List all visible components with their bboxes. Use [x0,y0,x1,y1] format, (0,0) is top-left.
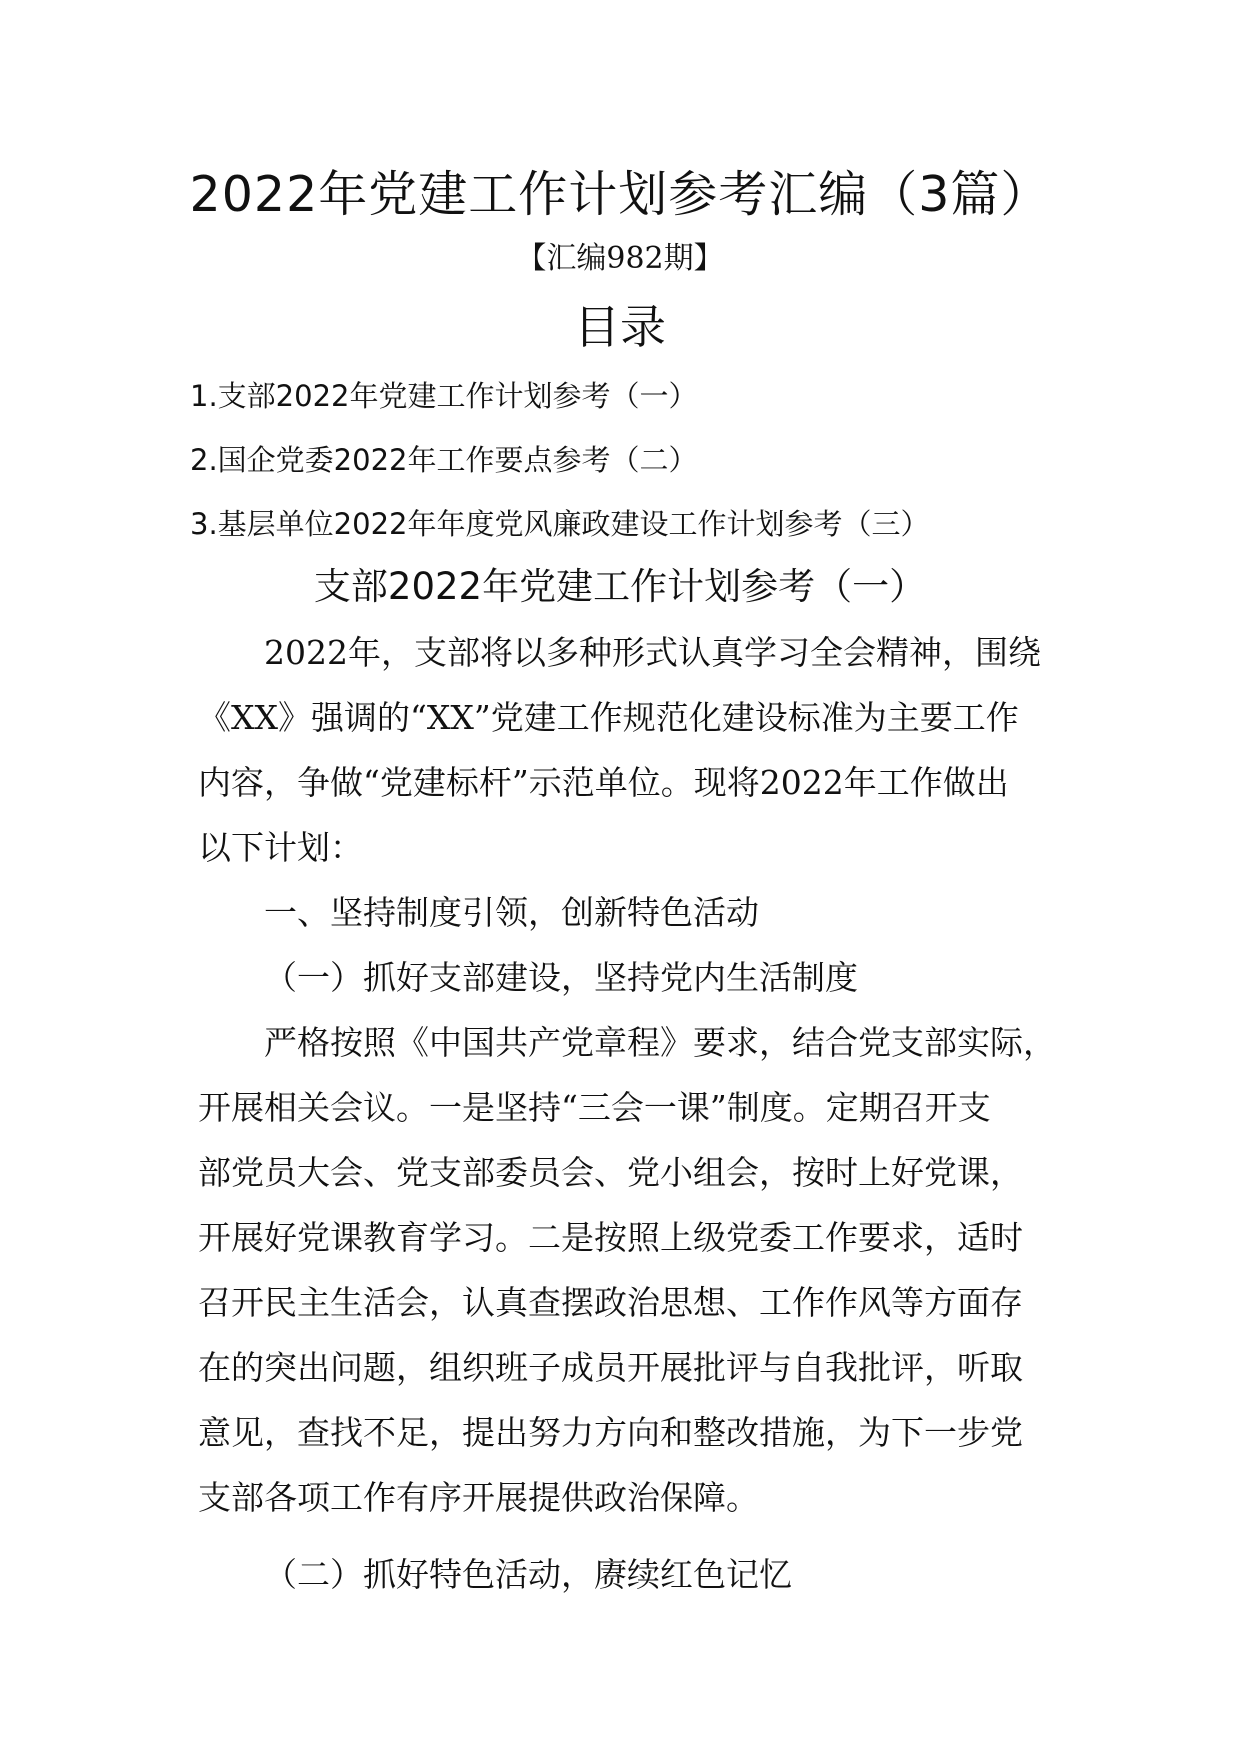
document-title: 2022年党建工作计划参考汇编（3篇） [189,166,1051,223]
paragraph-line: 在的突出问题，组织班子成员开展批评与自我批评，听取 [198,1348,1023,1387]
toc-item: 1.支部2022年党建工作计划参考（一） [190,379,698,413]
spacer [198,1530,1058,1542]
paragraph-line: 严格按照《中国共产党章程》要求，结合党支部实际， [264,1023,1056,1062]
subheading-1: （一）抓好支部建设，坚持党内生活制度 [264,958,858,997]
paragraph-line: 开展相关会议。一是坚持“三会一课”制度。定期召开支 [198,1088,991,1127]
paragraph-line: 召开民主生活会，认真查摆政治思想、工作作风等方面存 [198,1283,1023,1322]
body-text [198,620,1058,1607]
paragraph-line: 支部各项工作有序开展提供政治保障。 [198,1478,759,1517]
heading-1: 一、坚持制度引领，创新特色活动 [264,893,759,932]
intro-line: 以下计划： [198,828,363,867]
toc-item: 2.国企党委2022年工作要点参考（二） [190,443,698,477]
issue-number: 【汇编982期】 [516,241,724,276]
toc-heading: 目录 [574,300,666,354]
paragraph-line: 部党员大会、党支部委员会、党小组会，按时上好党课， [198,1153,1023,1192]
subheading-2: （二）抓好特色活动，赓续红色记忆 [264,1555,792,1594]
intro-line: 2022年，支部将以多种形式认真学习全会精神，围绕 [264,633,1041,672]
paragraph-line: 开展好党课教育学习。二是按照上级党委工作要求，适时 [198,1218,1023,1257]
intro-line: 《XX》强调的“XX”党建工作规范化建设标准为主要工作 [198,698,1019,737]
table-of-contents [190,364,1190,556]
toc-item: 3.基层单位2022年年度党风廉政建设工作计划参考（三） [190,507,930,541]
intro-line: 内容，争做“党建标杆”示范单位。现将2022年工作做出 [198,763,1009,802]
section-title: 支部2022年党建工作计划参考（一） [313,565,927,608]
paragraph-line: 意见，查找不足，提出努力方向和整改措施，为下一步党 [198,1413,1023,1452]
